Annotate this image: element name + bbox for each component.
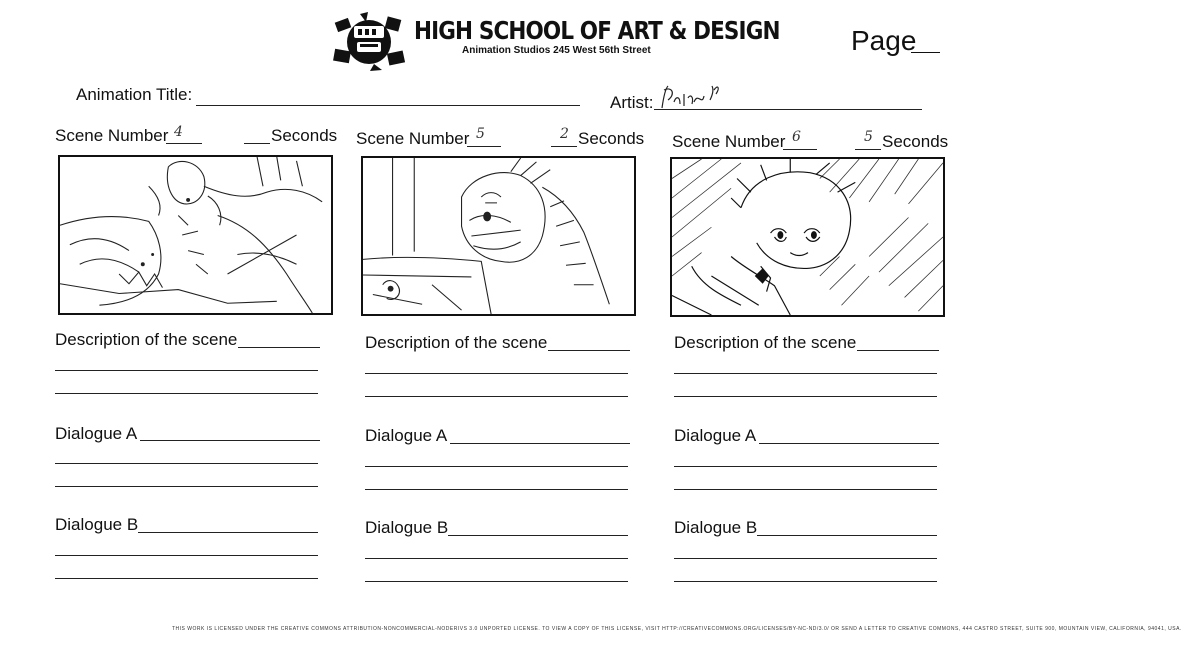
description-field[interactable] bbox=[238, 347, 320, 348]
scene-number-label: Scene Number bbox=[356, 129, 470, 148]
seconds-field[interactable] bbox=[855, 149, 881, 150]
description-line[interactable] bbox=[674, 396, 937, 397]
scene-number-field[interactable] bbox=[166, 143, 202, 144]
dialogue-a-line[interactable] bbox=[365, 466, 628, 467]
school-address: Animation Studios 245 West 56th Street bbox=[462, 45, 651, 56]
artist-signature bbox=[658, 80, 728, 114]
description-line[interactable] bbox=[55, 370, 318, 371]
scene-number-field[interactable] bbox=[783, 149, 817, 150]
scene-number-label: Scene Number bbox=[672, 132, 786, 151]
school-logo bbox=[330, 12, 408, 72]
scene-number-value: 5 bbox=[476, 126, 485, 142]
animation-title-field[interactable] bbox=[196, 105, 580, 106]
dialogue-a-line[interactable] bbox=[55, 463, 318, 464]
seconds-label: Seconds bbox=[271, 126, 338, 145]
dialogue-a-line[interactable] bbox=[55, 486, 318, 487]
dialogue-a-line[interactable] bbox=[674, 489, 937, 490]
storyboard-frame-scene-6 bbox=[670, 157, 945, 317]
artist-label: Artist: bbox=[610, 93, 654, 112]
dialogue-a-field[interactable] bbox=[759, 443, 939, 444]
dialogue-b-line[interactable] bbox=[365, 581, 628, 582]
seconds-label: Seconds bbox=[578, 129, 645, 148]
description-line[interactable] bbox=[365, 396, 628, 397]
seconds-field[interactable] bbox=[244, 143, 270, 144]
seconds-value: 2 bbox=[560, 126, 569, 142]
scene-number-value: 6 bbox=[792, 129, 801, 145]
page-label: Page bbox=[851, 25, 917, 56]
description-field[interactable] bbox=[857, 350, 939, 351]
page-number-field[interactable] bbox=[911, 52, 940, 53]
description-line[interactable] bbox=[674, 373, 937, 374]
animation-title-label: Animation Title: bbox=[76, 85, 193, 104]
license-notice: THIS WORK IS LICENSED UNDER THE CREATIVE COMMONS ATTRIBUTION-NONCOMMERCIAL-NODERIVS 3.0 UNPORTED LICENSE. TO VIEW A COPY OF THIS LICENSE, VISIT HTTP://CREATIVECOMMONS.ORG/LICENSES/BY-NC-ND/3.0/ OR SEND A LETTER TO CREATIVE COMMONS, 444 CASTRO STREET, SUITE 900, MOUNTAIN VIEW, CALIFORNIA, 94041, USA. bbox=[172, 626, 1182, 632]
dialogue-b-field[interactable] bbox=[448, 535, 628, 536]
scene-number-label: Scene Number bbox=[55, 126, 169, 145]
dialogue-a-label: Dialogue A bbox=[55, 424, 138, 443]
dialogue-a-field[interactable] bbox=[140, 440, 320, 441]
dialogue-a-line[interactable] bbox=[674, 466, 937, 467]
dialogue-b-line[interactable] bbox=[55, 555, 318, 556]
dialogue-a-label: Dialogue A bbox=[674, 426, 757, 445]
dialogue-b-line[interactable] bbox=[55, 578, 318, 579]
seconds-value: 5 bbox=[864, 129, 873, 145]
description-label: Description of the scene bbox=[55, 330, 238, 349]
description-field[interactable] bbox=[548, 350, 630, 351]
dialogue-a-line[interactable] bbox=[365, 489, 628, 490]
description-label: Description of the scene bbox=[365, 333, 548, 352]
dialogue-b-label: Dialogue B bbox=[55, 515, 139, 534]
description-line[interactable] bbox=[55, 393, 318, 394]
dialogue-a-label: Dialogue A bbox=[365, 426, 448, 445]
dialogue-b-line[interactable] bbox=[674, 581, 937, 582]
dialogue-a-field[interactable] bbox=[450, 443, 630, 444]
description-label: Description of the scene bbox=[674, 333, 857, 352]
dialogue-b-line[interactable] bbox=[674, 558, 937, 559]
description-line[interactable] bbox=[365, 373, 628, 374]
storyboard-frame-scene-5 bbox=[361, 156, 636, 316]
storyboard-frame-scene-4 bbox=[58, 155, 333, 315]
seconds-field[interactable] bbox=[551, 146, 577, 147]
dialogue-b-label: Dialogue B bbox=[674, 518, 758, 537]
school-name: HIGH SCHOOL OF ART & DESIGN bbox=[414, 16, 780, 45]
dialogue-b-field[interactable] bbox=[138, 532, 318, 533]
seconds-label: Seconds bbox=[882, 132, 949, 151]
scene-number-field[interactable] bbox=[467, 146, 501, 147]
scene-number-value: 4 bbox=[174, 124, 183, 140]
dialogue-b-field[interactable] bbox=[757, 535, 937, 536]
dialogue-b-line[interactable] bbox=[365, 558, 628, 559]
dialogue-b-label: Dialogue B bbox=[365, 518, 449, 537]
